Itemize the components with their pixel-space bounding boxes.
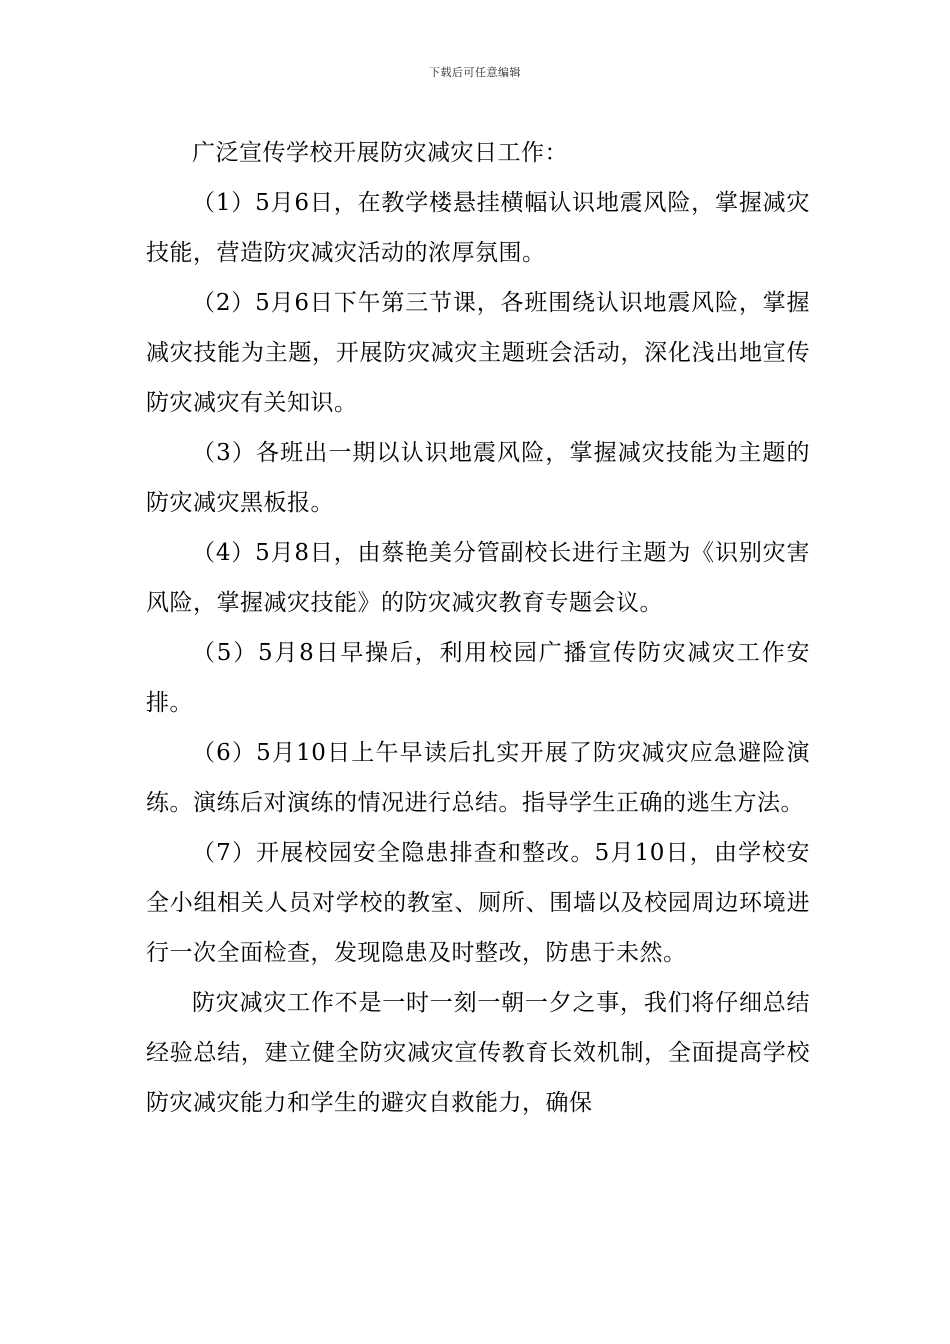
paragraph-item-3: （3）各班出一期以认识地震风险，掌握减灾技能为主题的防灾减灾黑板报。 bbox=[146, 440, 810, 516]
paragraph-item-1: （1）5月6日，在教学楼悬挂横幅认识地震风险，掌握减灾技能，营造防灾减灾活动的浓厚氛围。 bbox=[146, 190, 810, 266]
page-header: 下载后可任意编辑 bbox=[429, 66, 521, 79]
paragraph-intro: 广泛宣传学校开展防灾减灾日工作： bbox=[192, 140, 568, 166]
paragraph-item-6: （6）5月10日上午早读后扎实开展了防灾减灾应急避险演练。演练后对演练的情况进行总结。指导学生正确的逃生方法。 bbox=[146, 740, 810, 816]
paragraph-item-2: （2）5月6日下午第三节课，各班围绕认识地震风险，掌握减灾技能为主题，开展防灾减灾主题班会活动，深化浅出地宣传防灾减灾有关知识。 bbox=[146, 290, 810, 416]
paragraph-item-5: （5）5月8日早操后，利用校园广播宣传防灾减灾工作安排。 bbox=[146, 640, 810, 716]
paragraph-item-4: （4）5月8日，由蔡艳美分管副校长进行主题为《识别灾害风险，掌握减灾技能》的防灾减灾教育专题会议。 bbox=[146, 540, 810, 616]
paragraph-item-7: （7）开展校园安全隐患排查和整改。5月10日，由学校安全小组相关人员对学校的教室、厕所、围墙以及校园周边环境进行一次全面检查，发现隐患及时整改，防患于未然。 bbox=[146, 840, 810, 966]
document-body bbox=[146, 128, 810, 1128]
paragraph-conclusion: 防灾减灾工作不是一时一刻一朝一夕之事，我们将仔细总结经验总结，建立健全防灾减灾宣传教育长效机制，全面提高学校防灾减灾能力和学生的避灾自救能力，确保 bbox=[146, 990, 810, 1116]
